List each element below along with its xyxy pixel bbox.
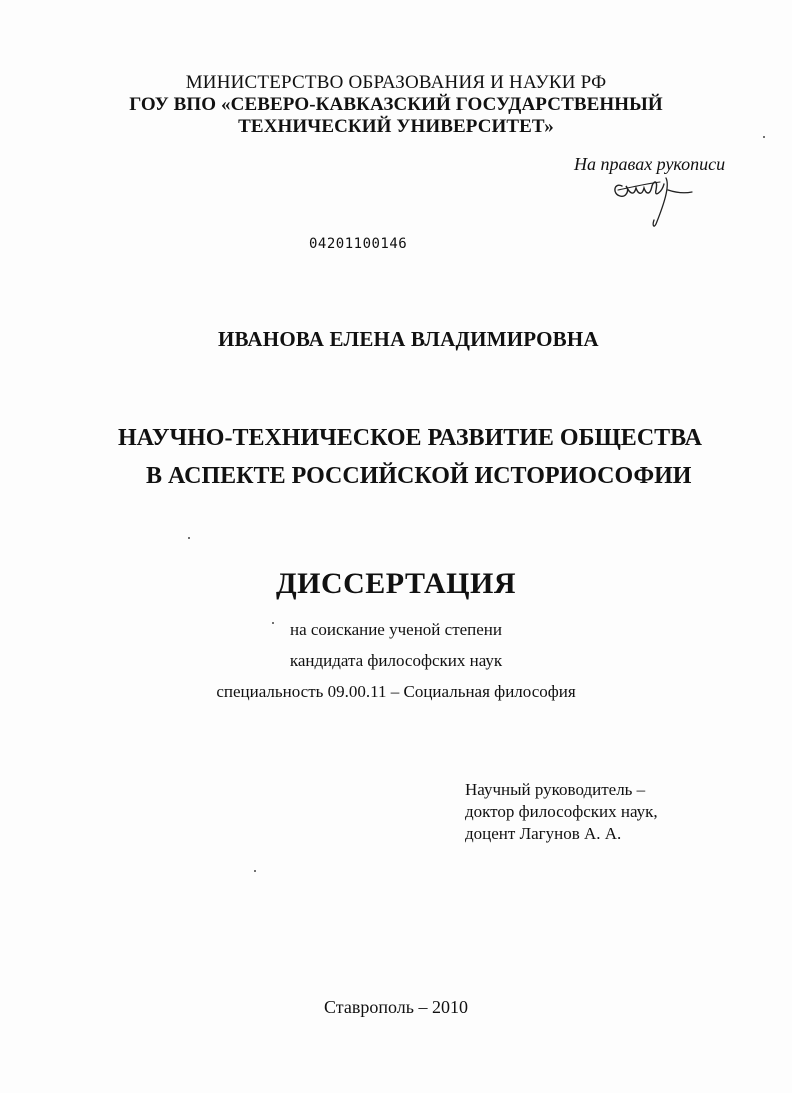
specialty-line: специальность 09.00.11 – Социальная философия [216, 682, 576, 701]
author-name: ИВАНОВА ЕЛЕНА ВЛАДИМИРОВНА [218, 327, 599, 351]
manuscript-rights-label: На правах рукописи [574, 154, 726, 174]
supervisor-name: доцент Лагунов А. А. [465, 824, 622, 843]
place-and-year: Ставрополь – 2010 [324, 997, 468, 1017]
supervisor-block [465, 779, 658, 845]
degree-field: кандидата философских наук [289, 651, 503, 670]
supervisor-role: Научный руководитель – [465, 780, 646, 799]
scan-speck [254, 870, 256, 872]
thesis-title-line-2: В АСПЕКТЕ РОССИЙСКОЙ ИСТОРИОСОФИИ [146, 463, 692, 489]
university-name-line-1: ГОУ ВПО «СЕВЕРО-КАВКАЗСКИЙ ГОСУДАРСТВЕННЫЙ [129, 94, 663, 115]
degree-purpose: на соискание ученой степени [289, 620, 503, 639]
scan-speck [272, 622, 274, 624]
university-name-line-2: ТЕХНИЧЕСКИЙ УНИВЕРСИТЕТ» [238, 116, 554, 137]
catalog-number: 04201100146 [309, 236, 408, 252]
scan-speck [188, 537, 190, 539]
thesis-title-line-1: НАУЧНО-ТЕХНИЧЕСКОЕ РАЗВИТИЕ ОБЩЕСТВА [118, 425, 702, 451]
ministry-heading: МИНИСТЕРСТВО ОБРАЗОВАНИЯ И НАУКИ РФ [185, 72, 607, 93]
scan-speck [763, 136, 765, 138]
supervisor-degree: доктор философских наук, [465, 802, 658, 821]
document-type-heading: ДИССЕРТАЦИЯ [275, 567, 517, 600]
handwritten-signature [608, 168, 704, 230]
